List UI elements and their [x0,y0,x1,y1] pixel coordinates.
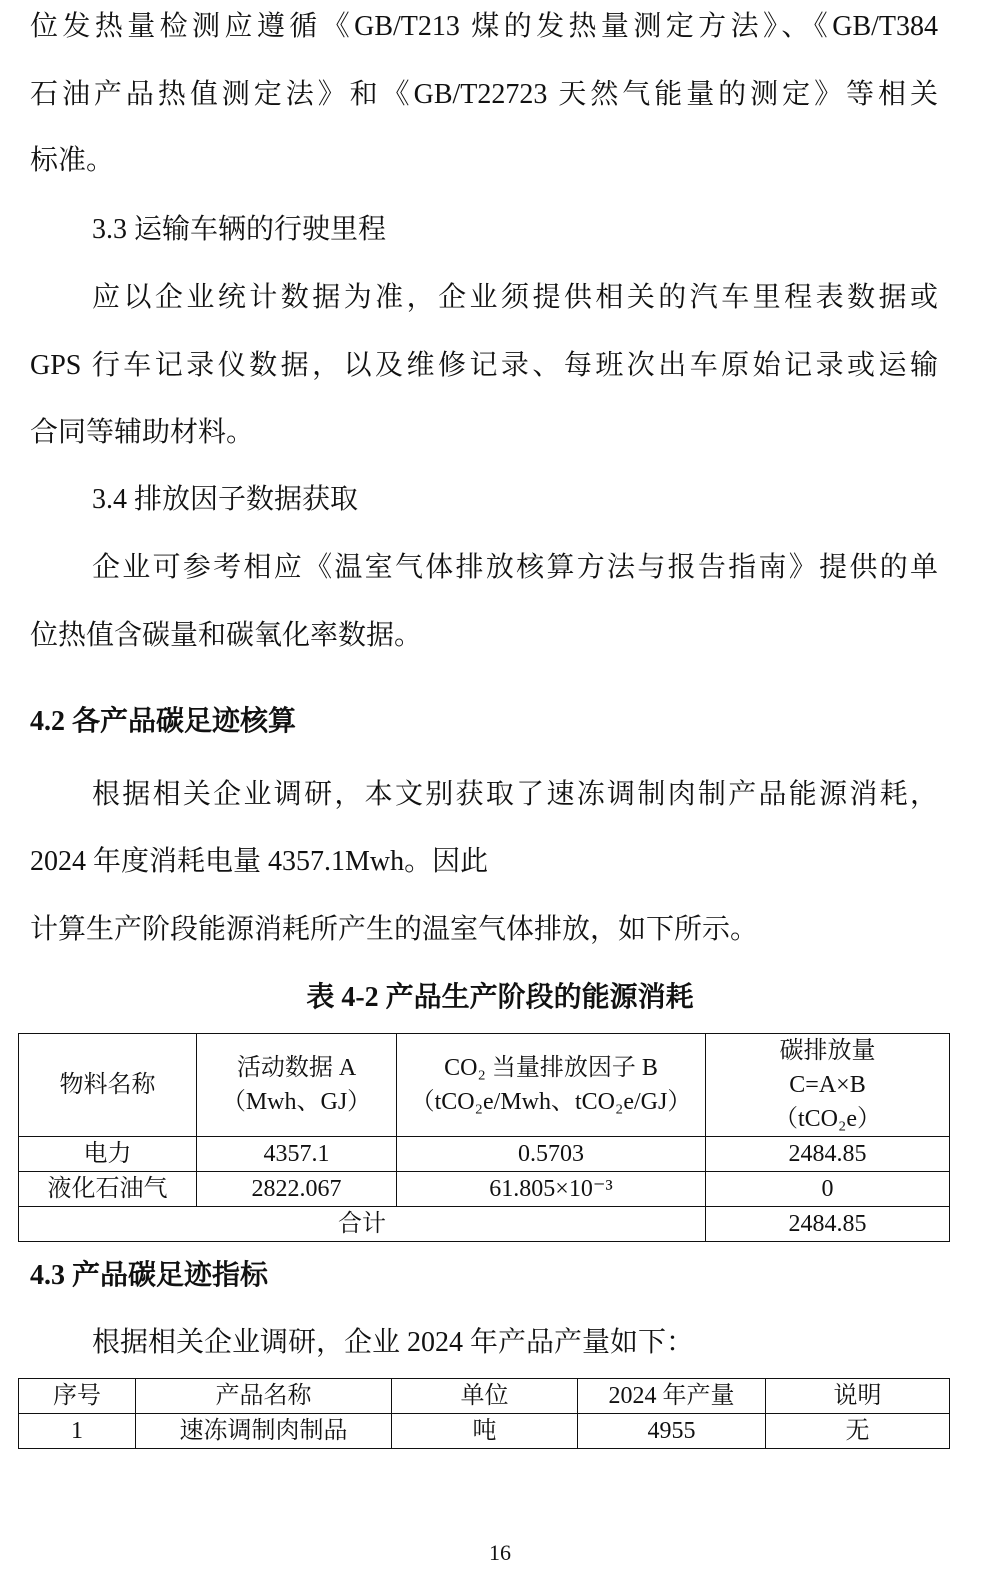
cell: 无 [766,1414,950,1449]
section-heading-3-4: 3.4 排放因子数据获取 [92,484,359,515]
page-number: 16 [489,1540,511,1565]
header-text: （Mwh、GJ） [221,1089,372,1115]
header-text: （tCO₂e） [773,1106,882,1132]
header-cell: 单位 [392,1379,578,1414]
section-heading-4-3: 4.3 产品碳足迹指标 [30,1260,269,1291]
paragraph-line: 计算生产阶段能源消耗所产生的温室气体排放，如下所示。 [30,914,759,945]
paragraph-line: 应以企业统计数据为准，企业须提供相关的汽车里程表数据或 [92,282,938,313]
header-cell [706,1034,950,1137]
cell: 电力 [19,1137,197,1172]
header-text: C=A×B [789,1072,866,1098]
header-text: CO₂ 当量排放因子 B [444,1055,658,1081]
header-cell: 序号 [19,1379,136,1414]
cell: 4357.1 [197,1137,397,1172]
cell: 液化石油气 [19,1172,197,1207]
header-cell: 2024 年产量 [578,1379,766,1414]
table-total-row [19,1207,950,1242]
section-heading-4-2: 4.2 各产品碳足迹核算 [30,706,297,737]
total-label: 合计 [19,1207,706,1242]
paragraph-line: 企业可参考相应《温室气体排放核算方法与报告指南》提供的单 [92,552,938,583]
header-cell [397,1034,706,1137]
paragraph-line: 位发热量检测应遵循《GB/T213 煤的发热量测定方法》、《GB/T384 [30,11,938,42]
cell: 4955 [578,1414,766,1449]
section-heading-3-3: 3.3 运输车辆的行驶里程 [92,214,387,245]
production-table [18,1378,950,1449]
table-caption: 表 4-2 产品生产阶段的能源消耗 [306,982,694,1013]
table-header-row [19,1034,950,1137]
cell: 0.5703 [397,1137,706,1172]
cell: 0 [706,1172,950,1207]
paragraph-line: 石油产品热值测定法》和《GB/T22723 天然气能量的测定》等相关 [30,79,938,110]
table-row [19,1414,950,1449]
paragraph-line: 位热值含碳量和碳氧化率数据。 [30,620,423,651]
paragraph-line: 合同等辅助材料。 [30,417,255,448]
table-row [19,1172,950,1207]
paragraph-line: GPS 行车记录仪数据，以及维修记录、每班次出车原始记录或运输 [30,350,938,381]
cell: 61.805×10⁻³ [397,1172,706,1207]
total-value: 2484.85 [706,1207,950,1242]
paragraph-line: 2024 年度消耗电量 4357.1Mwh。因此 [30,846,489,877]
header-cell: 说明 [766,1379,950,1414]
cell: 1 [19,1414,136,1449]
header-cell: 物料名称 [19,1034,197,1137]
header-text: 活动数据 A [236,1055,357,1081]
cell: 吨 [392,1414,578,1449]
paragraph-line: 根据相关企业调研，企业 2024 年产品产量如下： [92,1327,695,1358]
header-text: 碳排放量 [779,1038,876,1064]
cell: 速冻调制肉制品 [136,1414,392,1449]
paragraph-line: 根据相关企业调研，本文别获取了速冻调制肉制产品能源消耗， [92,779,938,810]
header-cell [197,1034,397,1137]
header-cell: 产品名称 [136,1379,392,1414]
table-row [19,1137,950,1172]
cell: 2822.067 [197,1172,397,1207]
energy-consumption-table [18,1033,950,1242]
paragraph-line: 标准。 [30,145,115,176]
cell: 2484.85 [706,1137,950,1172]
header-text: （tCO₂e/Mwh、tCO₂e/GJ） [410,1089,692,1115]
table-header-row [19,1379,950,1414]
